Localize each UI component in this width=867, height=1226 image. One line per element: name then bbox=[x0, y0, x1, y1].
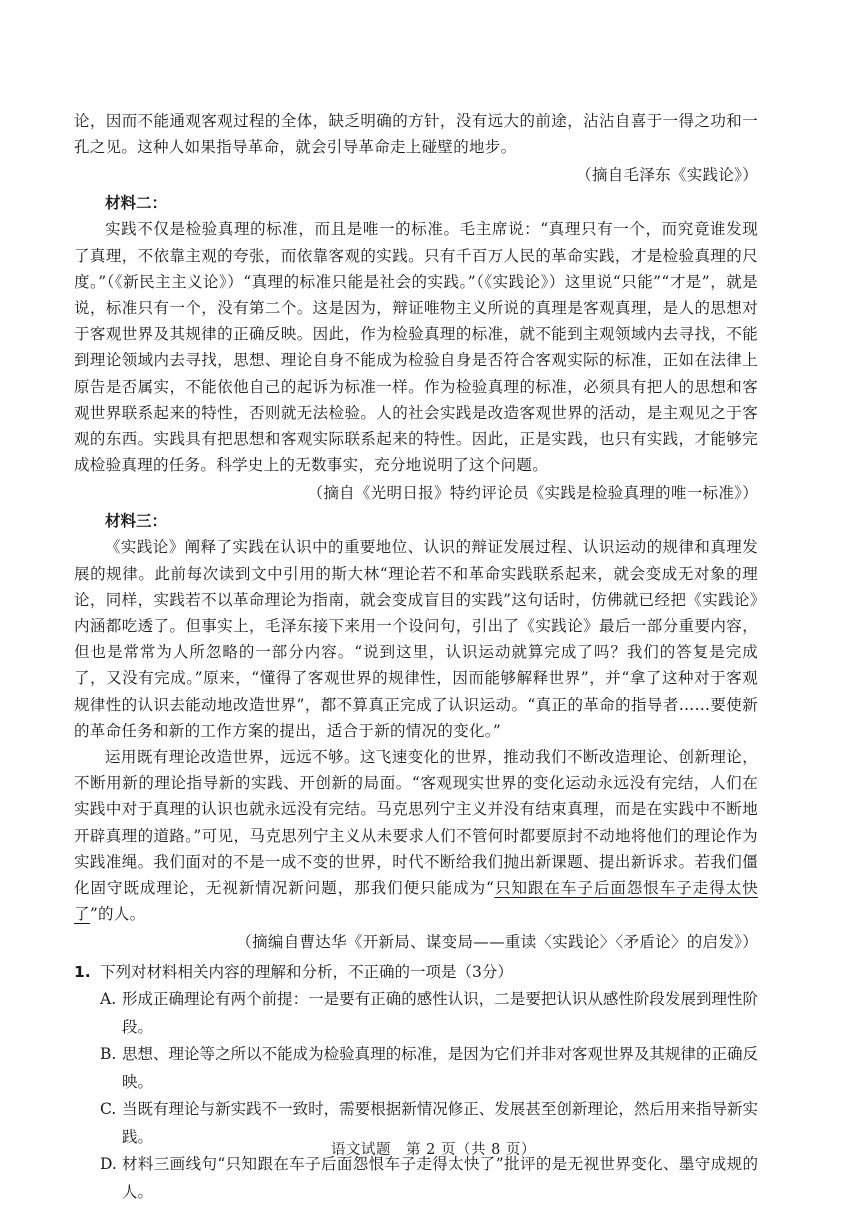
option-letter: B. bbox=[100, 1045, 117, 1064]
material3-paragraph-2-start: 运用既有理论改造世界，远远不够。这飞速变化的世界，推动我们不断改造理论、创新理论，不断用新的理论指导新的实践、开创新的局面。“客观现实世界的变化运动永远没有完结，人们在实践中对于真理的认识也就永远没有完结。马克思列宁主义并没有结束真理，而是在实践中不断地开辟真理的道路。”可见，马克思列宁主义从未要求人们不管何时都要原封不动地将他们的理论作为实践准绳。我们面对的不是一成不变的世界，时代不断给我们抛出新课题、提出新诉求。若我们僵化固守既成理论，无视新情况新问题，那我们便只能成为“ bbox=[74, 748, 758, 898]
material3-paragraph-2-end: ”的人。 bbox=[89, 905, 146, 924]
material3-paragraph-1: 《实践论》阐释了实践在认识中的重要地位、认识的辩证发展过程、认识运动的规律和真理发展的规律。此前每次读到文中引用的斯大林“理论若不和革命实践联系起来，就会变成无对象的理论，同样，实践若不以革命理论为指南，就会变成盲目的实践”这句话时，仿佛就已经把《实践论》内涵都吃透了。但事实上，毛泽东接下来用一个设问句，引出了《实践论》最后一部分重要内容，但也是常常为人所忽略的一部分内容。“说到这里，认识运动就算完成了吗？我们的答复是完成了，又没有完成。”原来，“懂得了客观世界的规律性，因而能够解释世界”，并“拿了这种对于客观规律性的认识去能动地改造世界”，都不算真正完成了认识运动。“真正的革命的指导者……要使新的革命任务和新的工作方案的提出，适合于新的情况的变化。” bbox=[74, 538, 758, 740]
material1-source: （摘自毛泽东《实践论》） bbox=[576, 166, 758, 185]
option-text: 当既有理论与新实践不一致时，需要根据新情况修正、发展甚至创新理论，然后用来指导新实践。 bbox=[122, 1100, 758, 1146]
underlined-sentence: 只知跟在车子后面怨恨车子走得太快了 bbox=[74, 879, 758, 924]
option-text: 形成正确理论有两个前提：一是要有正确的感性认识，二是要把认识从感性阶段发展到理性阶段。 bbox=[122, 990, 758, 1036]
option-letter: D. bbox=[100, 1155, 117, 1174]
question-stem-text: 下列对材料相关内容的理解和分析，不正确的一项是（3分） bbox=[100, 963, 513, 982]
material1-tail-paragraph: 论，因而不能通观客观过程的全体，缺乏明确的方针，没有远大的前途，沾沾自喜于一得之功和一孔之见。这种人如果指导革命，就会引导革命走上碰壁的地步。 bbox=[74, 112, 758, 157]
option-a bbox=[74, 986, 758, 1041]
question-number: 1. bbox=[74, 963, 91, 982]
option-text: 思想、理论等之所以不能成为检验真理的标准，是因为它们并非对客观世界及其规律的正确反映。 bbox=[122, 1045, 758, 1091]
option-letter: C. bbox=[100, 1100, 117, 1119]
material2-source: （摘自《光明日报》特约评论员《实践是检验真理的唯一标准》） bbox=[307, 484, 758, 503]
option-b bbox=[74, 1041, 758, 1096]
page-footer: 语文试题 第 2 页（共 8 页） bbox=[331, 1142, 536, 1158]
question-1 bbox=[74, 959, 758, 1206]
material2-heading: 材料二： bbox=[105, 194, 168, 213]
question-1-stem bbox=[74, 959, 758, 986]
option-d bbox=[74, 1151, 758, 1206]
material3-source: （摘编自曹达华《开新局、谋变局——重读〈实践论〉〈矛盾论〉的启发》） bbox=[236, 933, 758, 952]
option-letter: A. bbox=[100, 990, 117, 1009]
material3-paragraph-2 bbox=[74, 744, 758, 927]
material2-paragraph: 实践不仅是检验真理的标准，而且是唯一的标准。毛主席说：“真理只有一个，而究竟谁发现了真理，不依靠主观的夸张，而依靠客观的实践。只有千百万人民的革命实践，才是检验真理的尺度。”（《新民主主义论》）“真理的标准只能是社会的实践。”（《实践论》）这里说“只能”“才是”，就是说，标准只有一个，没有第二个。这是因为，辩证唯物主义所说的真理是客观真理，是人的思想对于客观世界及其规律的正确反映。因此，作为检验真理的标准，就不能到主观领域内去寻找，不能到理论领域内去寻找，思想、理论自身不能成为检验自身是否符合客观实际的标准，正如在法律上原告是否属实，不能依他自己的起诉为标准一样。作为检验真理的标准，必须具有把人的思想和客观世界联系起来的特性，否则就无法检验。人的社会实践是改造客观世界的活动，是主观见之于客观的东西。实践具有把思想和客观实际联系起来的特性。因此，正是实践，也只有实践，才能够完成检验真理的任务。科学史上的无数事实，充分地说明了这个问题。 bbox=[74, 220, 758, 475]
exam-page-content bbox=[74, 108, 758, 1206]
material3-heading: 材料三： bbox=[105, 512, 168, 531]
option-text: 材料三画线句“只知跟在车子后面怨恨车子走得太快了”批评的是无视世界变化、墨守成规的人。 bbox=[122, 1155, 758, 1201]
